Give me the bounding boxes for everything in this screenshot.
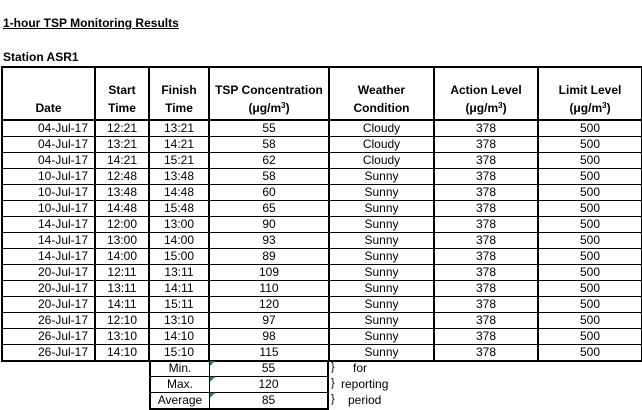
tsp-value-cell: 60 (209, 185, 329, 201)
header-action-level: Action Level $(\mu g/m^3)$ (434, 67, 538, 120)
header-tsp-concentration: TSP Concentration $(\mu g/m^3)$ (209, 67, 329, 120)
limit-level-cell: 500 (538, 169, 642, 185)
action-level-cell: 378 (434, 169, 538, 185)
date-cell: 14-Jul-17 (2, 217, 95, 233)
action-level-cell: 378 (434, 249, 538, 265)
summary-note-for: for (353, 361, 368, 375)
action-level-cell: 378 (434, 329, 538, 345)
finish-time-cell: 14:00 (149, 233, 209, 249)
action-level-cell: 378 (434, 201, 538, 217)
table-row (2, 185, 642, 201)
tsp-value-cell: 65 (209, 201, 329, 217)
action-level-cell: 378 (434, 217, 538, 233)
start-time-cell: 14:11 (95, 297, 149, 313)
date-cell: 04-Jul-17 (2, 137, 95, 153)
start-time-cell: 12:48 (95, 169, 149, 185)
table-row (2, 297, 642, 313)
start-time-cell: 13:21 (95, 137, 149, 153)
finish-time-cell: 14:11 (149, 281, 209, 297)
summary-value (210, 377, 329, 393)
limit-level-cell: 500 (538, 313, 642, 329)
summary-value-text: 120 (258, 377, 279, 391)
action-level-cell: 378 (434, 265, 538, 281)
start-time-cell: 13:10 (95, 329, 149, 345)
table-row (2, 313, 642, 329)
limit-level-cell: 500 (538, 297, 642, 313)
weather-cell: Sunny (329, 281, 434, 297)
station-label: Station ASR1 (3, 50, 79, 64)
summary-row (150, 361, 328, 377)
tsp-value-cell: 97 (209, 313, 329, 329)
limit-level-cell: 500 (538, 137, 642, 153)
start-time-cell: 12:21 (95, 120, 149, 137)
header-row (2, 67, 642, 120)
header-start-time: Start Time (95, 67, 149, 120)
tsp-value-cell: 55 (209, 120, 329, 137)
tsp-value-cell: 115 (209, 345, 329, 362)
weather-cell: Sunny (329, 185, 434, 201)
weather-cell: Sunny (329, 297, 434, 313)
action-level-cell: 378 (434, 297, 538, 313)
start-time-cell: 14:21 (95, 153, 149, 169)
formula-marker-icon (210, 361, 215, 366)
tsp-value-cell: 58 (209, 137, 329, 153)
finish-time-cell: 13:21 (149, 120, 209, 137)
weather-cell: Sunny (329, 265, 434, 281)
tsp-value-cell: 120 (209, 297, 329, 313)
table-row (2, 137, 642, 153)
header-weather-condition: Weather Condition (329, 67, 434, 120)
date-cell: 14-Jul-17 (2, 233, 95, 249)
date-cell: 26-Jul-17 (2, 345, 95, 362)
summary-value-text: 55 (261, 361, 276, 375)
action-level-cell: 378 (434, 137, 538, 153)
date-cell: 26-Jul-17 (2, 313, 95, 329)
date-cell: 10-Jul-17 (2, 185, 95, 201)
limit-level-cell: 500 (538, 281, 642, 297)
summary-label: Min. (150, 361, 210, 377)
date-cell: 10-Jul-17 (2, 201, 95, 217)
summary-value (210, 361, 329, 377)
limit-level-cell: 500 (538, 265, 642, 281)
table-row (2, 201, 642, 217)
table-row (2, 120, 642, 137)
tsp-value-cell: 109 (209, 265, 329, 281)
tsp-results-table (1, 66, 642, 362)
finish-time-cell: 13:48 (149, 169, 209, 185)
finish-time-cell: 14:10 (149, 329, 209, 345)
weather-cell: Sunny (329, 249, 434, 265)
finish-time-cell: 13:10 (149, 313, 209, 329)
weather-cell: Sunny (329, 201, 434, 217)
action-level-cell: 378 (434, 281, 538, 297)
tsp-value-cell: 89 (209, 249, 329, 265)
summary-brace: } (331, 377, 335, 389)
table-row (2, 281, 642, 297)
summary-row (150, 377, 328, 393)
summary-value-text: 85 (261, 393, 276, 407)
header-limit-level: Limit Level $(\mu g/m^3)$ (538, 67, 642, 120)
action-level-cell: 378 (434, 153, 538, 169)
weather-cell: Cloudy (329, 120, 434, 137)
limit-level-cell: 500 (538, 233, 642, 249)
tsp-value-cell: 58 (209, 169, 329, 185)
summary-note-period: period (348, 393, 382, 407)
limit-level-cell: 500 (538, 153, 642, 169)
tsp-value-cell: 62 (209, 153, 329, 169)
summary-brace: } (331, 393, 335, 405)
date-cell: 14-Jul-17 (2, 249, 95, 265)
start-time-cell: 13:11 (95, 281, 149, 297)
tsp-value-cell: 90 (209, 217, 329, 233)
start-time-cell: 12:11 (95, 265, 149, 281)
weather-cell: Sunny (329, 313, 434, 329)
limit-level-cell: 500 (538, 329, 642, 345)
date-cell: 04-Jul-17 (2, 153, 95, 169)
table-row (2, 153, 642, 169)
limit-level-cell: 500 (538, 120, 642, 137)
limit-level-cell: 500 (538, 201, 642, 217)
formula-marker-icon (210, 393, 215, 398)
action-level-cell: 378 (434, 345, 538, 362)
finish-time-cell: 13:00 (149, 217, 209, 233)
finish-time-cell: 15:10 (149, 345, 209, 362)
header-finish-time: Finish Time (149, 67, 209, 120)
weather-cell: Sunny (329, 233, 434, 249)
action-level-cell: 378 (434, 120, 538, 137)
tsp-value-cell: 110 (209, 281, 329, 297)
date-cell: 10-Jul-17 (2, 169, 95, 185)
weather-cell: Sunny (329, 329, 434, 345)
summary-note-reporting: reporting (341, 377, 389, 391)
finish-time-cell: 14:21 (149, 137, 209, 153)
date-cell: 04-Jul-17 (2, 120, 95, 137)
page-title: 1-hour TSP Monitoring Results (3, 16, 179, 30)
finish-time-cell: 15:11 (149, 297, 209, 313)
date-cell: 26-Jul-17 (2, 329, 95, 345)
date-cell: 20-Jul-17 (2, 281, 95, 297)
tsp-value-cell: 98 (209, 329, 329, 345)
date-cell: 20-Jul-17 (2, 297, 95, 313)
finish-time-cell: 14:48 (149, 185, 209, 201)
limit-level-cell: 500 (538, 345, 642, 362)
table-row (2, 169, 642, 185)
summary-brace: } (331, 361, 335, 373)
action-level-cell: 378 (434, 233, 538, 249)
table-row (2, 345, 642, 362)
start-time-cell: 14:48 (95, 201, 149, 217)
limit-level-cell: 500 (538, 249, 642, 265)
date-cell: 20-Jul-17 (2, 265, 95, 281)
header-date: Date (2, 67, 95, 120)
formula-marker-icon (210, 377, 215, 382)
weather-cell: Cloudy (329, 153, 434, 169)
finish-time-cell: 15:48 (149, 201, 209, 217)
start-time-cell: 13:00 (95, 233, 149, 249)
start-time-cell: 14:10 (95, 345, 149, 362)
action-level-cell: 378 (434, 185, 538, 201)
finish-time-cell: 15:21 (149, 153, 209, 169)
finish-time-cell: 13:11 (149, 265, 209, 281)
table-row (2, 233, 642, 249)
summary-value (210, 393, 329, 410)
summary-row (150, 393, 328, 410)
weather-cell: Sunny (329, 217, 434, 233)
summary-label: Average (150, 393, 210, 410)
summary-label: Max. (150, 377, 210, 393)
table-row (2, 265, 642, 281)
summary-stats-table (149, 360, 329, 410)
table-row (2, 217, 642, 233)
table-row (2, 329, 642, 345)
start-time-cell: 12:10 (95, 313, 149, 329)
finish-time-cell: 15:00 (149, 249, 209, 265)
start-time-cell: 14:00 (95, 249, 149, 265)
limit-level-cell: 500 (538, 185, 642, 201)
tsp-value-cell: 93 (209, 233, 329, 249)
weather-cell: Sunny (329, 169, 434, 185)
weather-cell: Sunny (329, 345, 434, 362)
weather-cell: Cloudy (329, 137, 434, 153)
start-time-cell: 12:00 (95, 217, 149, 233)
limit-level-cell: 500 (538, 217, 642, 233)
table-row (2, 249, 642, 265)
action-level-cell: 378 (434, 313, 538, 329)
start-time-cell: 13:48 (95, 185, 149, 201)
